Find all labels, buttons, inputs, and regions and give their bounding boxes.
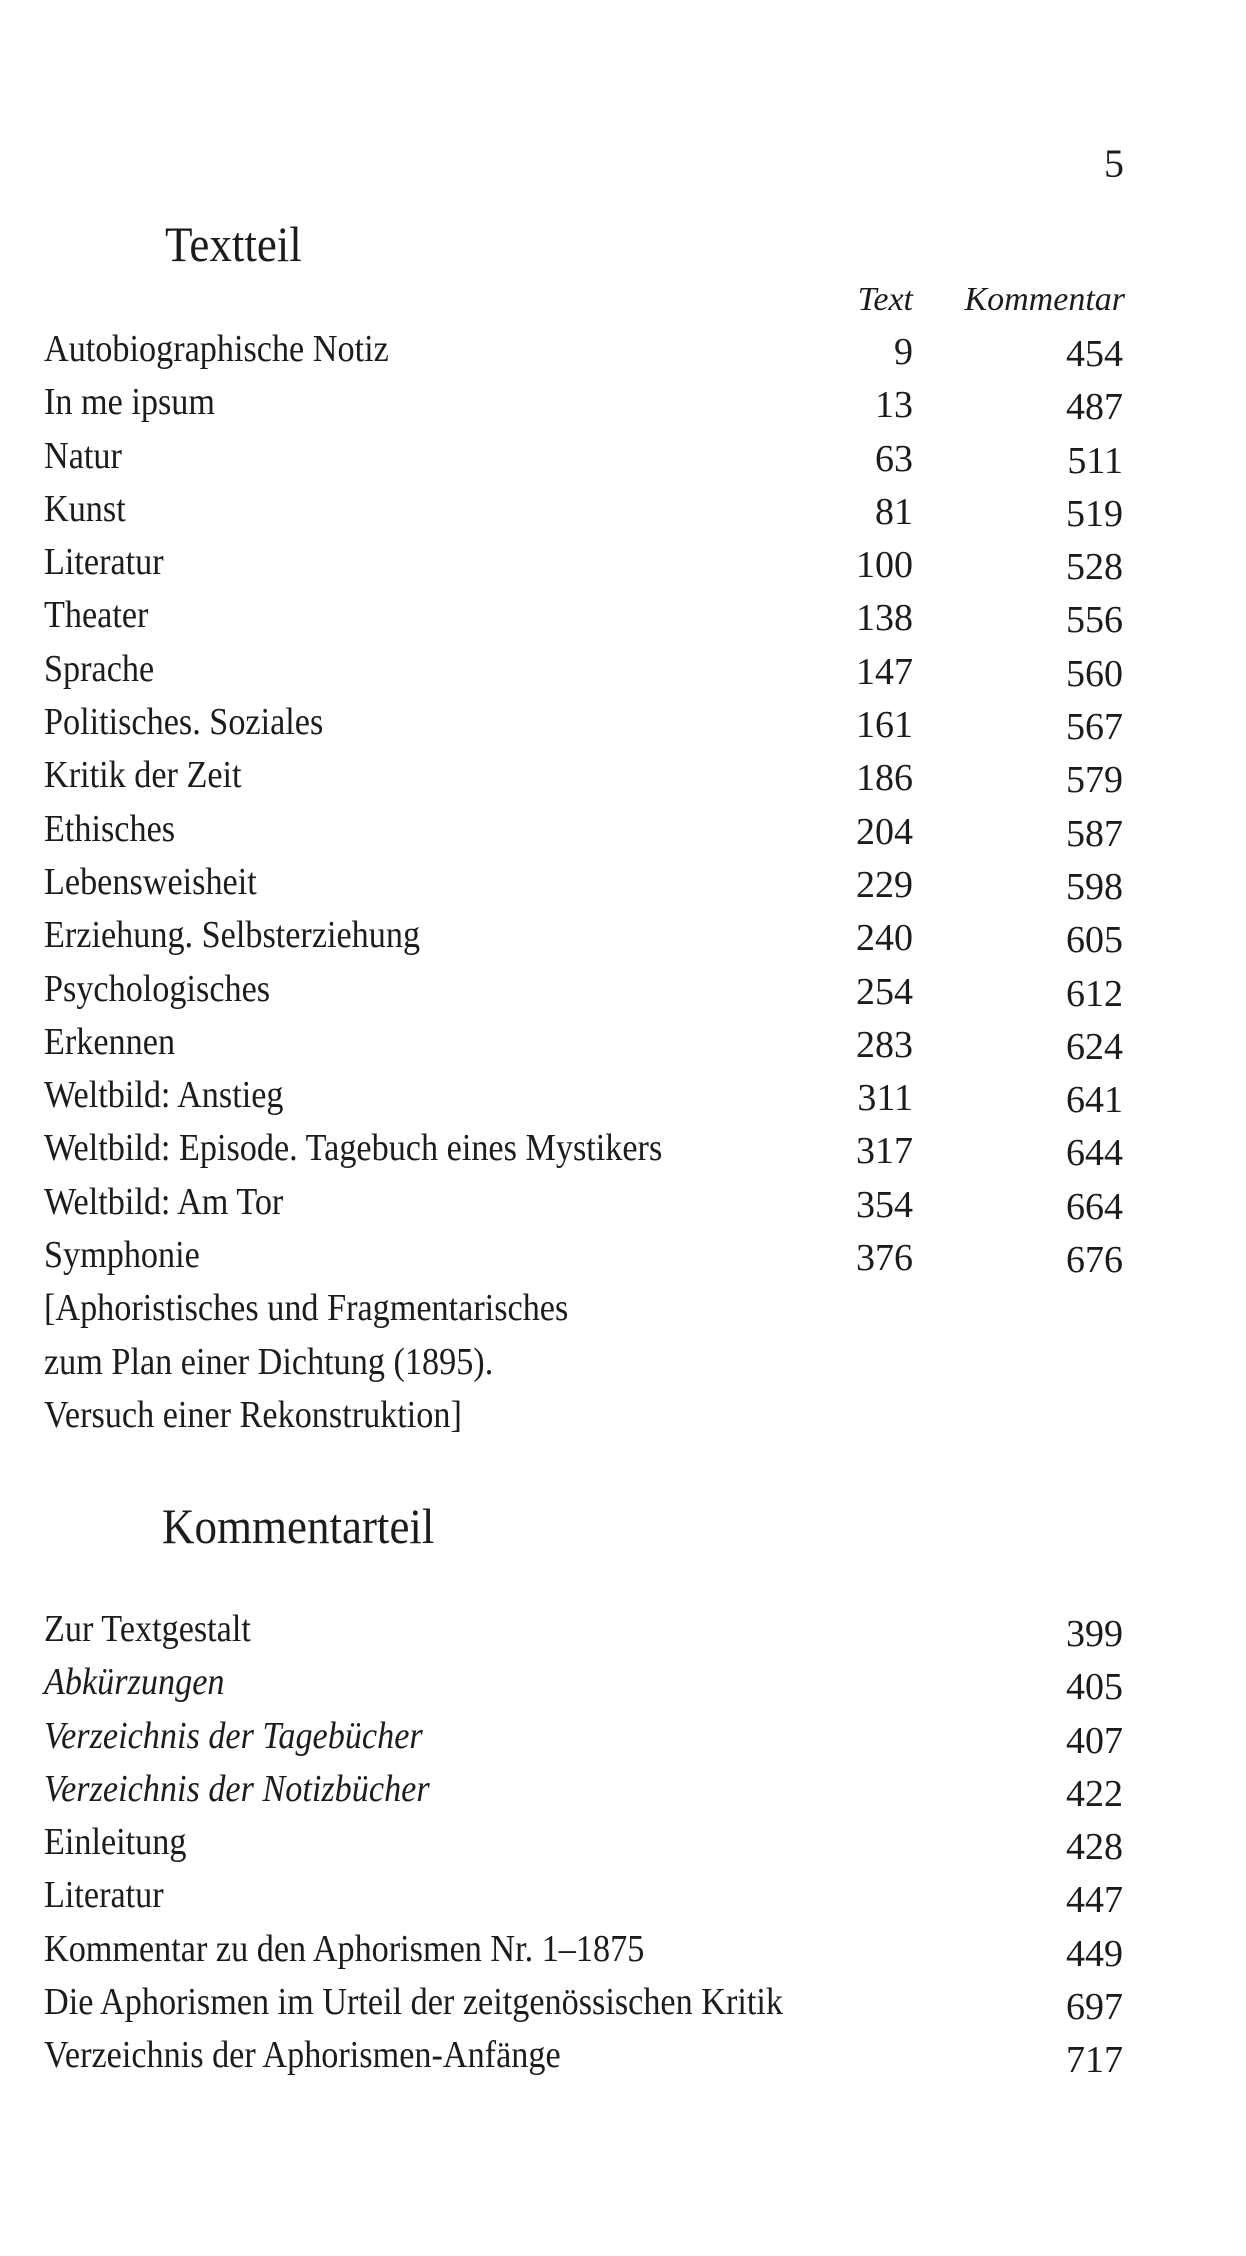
toc-entry-title: zum Plan einer Dichtung (1895). (44, 1340, 494, 1383)
toc-entry-kommentar-page: 528 (1066, 546, 1123, 589)
toc-entry-text-page: 204 (856, 810, 913, 853)
toc-entry-title: Theater (44, 594, 149, 637)
toc-entry-title: Literatur (44, 541, 164, 584)
toc-entry-kommentar-page: 624 (1066, 1025, 1123, 1068)
toc-entry-page: 405 (1066, 1666, 1123, 1709)
toc-entry[interactable] (44, 430, 1124, 483)
toc-entry-text-page: 63 (875, 437, 913, 480)
toc-entry[interactable] (44, 1816, 1124, 1869)
toc-entry-text-page: 9 (894, 331, 913, 373)
toc-entry-kommentar-page: 511 (1067, 439, 1123, 482)
textteil-toc (44, 323, 1124, 1442)
toc-entry[interactable] (44, 1656, 1124, 1709)
toc-entry-page: 422 (1066, 1772, 1123, 1815)
toc-entry[interactable] (44, 1603, 1124, 1656)
toc-entry-kommentar-page: 556 (1066, 599, 1123, 642)
toc-entry-text-page: 138 (856, 597, 913, 640)
toc-entry-title: Verzeichnis der Tagebücher (44, 1714, 423, 1757)
toc-entry-kommentar-page: 519 (1066, 492, 1123, 535)
toc-entry-title: In me ipsum (44, 381, 215, 424)
toc-entry-title: Verzeichnis der Notizbücher (44, 1767, 430, 1810)
toc-entry-title: Kritik der Zeit (44, 754, 242, 797)
toc-entry[interactable] (44, 963, 1124, 1016)
column-header-kommentar: Kommentar (964, 281, 1125, 318)
toc-entry[interactable] (44, 803, 1124, 856)
toc-entry[interactable] (44, 1229, 1124, 1282)
toc-entry-title: Versuch einer Rekonstruktion] (44, 1393, 462, 1436)
toc-entry-title: Die Aphorismen im Urteil der zeitgenössischen Kritik (44, 1981, 783, 2024)
toc-entry-text-page: 147 (856, 650, 913, 693)
toc-entry[interactable] (44, 1923, 1124, 1976)
toc-entry[interactable] (44, 1176, 1124, 1229)
toc-entry-page: 697 (1066, 1986, 1123, 2029)
toc-entry[interactable] (44, 1016, 1124, 1069)
toc-entry-kommentar-page: 587 (1066, 812, 1123, 855)
toc-entry[interactable] (44, 696, 1124, 749)
toc-entry-text-page: 317 (856, 1130, 913, 1173)
toc-entry-title: Abkürzungen (44, 1661, 225, 1704)
toc-entry-title: [Aphoristisches und Fragmentarisches (44, 1287, 569, 1330)
toc-entry-text-page: 376 (856, 1237, 913, 1280)
toc-entry-kommentar-page: 612 (1066, 972, 1123, 1015)
toc-entry-text-page: 254 (856, 970, 913, 1013)
toc-entry[interactable] (44, 909, 1124, 962)
toc-entry-kommentar-page: 579 (1066, 759, 1123, 802)
toc-entry-kommentar-page: 641 (1066, 1079, 1123, 1122)
toc-entry-kommentar-page: 664 (1066, 1185, 1123, 1228)
page-number: 5 (1104, 141, 1124, 186)
toc-bracket-entry-line[interactable] (44, 1389, 1124, 1442)
toc-entry-title: Kunst (44, 487, 126, 530)
toc-entry-title: Einleitung (44, 1821, 187, 1864)
toc-entry[interactable] (44, 536, 1124, 589)
toc-entry-title: Psychologisches (44, 967, 271, 1010)
toc-entry-title: Politisches. Soziales (44, 701, 324, 744)
toc-entry-text-page: 354 (856, 1183, 913, 1226)
toc-entry-title: Zur Textgestalt (44, 1608, 251, 1650)
toc-entry-title: Kommentar zu den Aphorismen Nr. 1–1875 (44, 1927, 645, 1970)
toc-entry-text-page: 240 (856, 917, 913, 960)
toc-entry-title: Literatur (44, 1874, 164, 1917)
toc-entry[interactable] (44, 376, 1124, 429)
toc-entry-kommentar-page: 605 (1066, 919, 1123, 962)
toc-entry[interactable] (44, 1122, 1124, 1175)
toc-entry-title: Weltbild: Anstieg (44, 1074, 284, 1117)
toc-entry-page: 447 (1066, 1879, 1123, 1922)
toc-entry-text-page: 13 (875, 384, 913, 427)
toc-entry-page: 407 (1066, 1719, 1123, 1762)
toc-entry-title: Erkennen (44, 1020, 176, 1063)
toc-entry[interactable] (44, 1710, 1124, 1763)
toc-entry-text-page: 311 (857, 1077, 913, 1120)
toc-entry[interactable] (44, 323, 1124, 376)
toc-entry-text-page: 186 (856, 757, 913, 800)
toc-entry-kommentar-page: 676 (1066, 1239, 1123, 1282)
toc-entry-text-page: 100 (856, 544, 913, 587)
toc-bracket-entry-line[interactable] (44, 1336, 1124, 1389)
toc-entry[interactable] (44, 2029, 1124, 2082)
toc-entry[interactable] (44, 749, 1124, 802)
toc-entry-page: 428 (1066, 1826, 1123, 1869)
toc-entry[interactable] (44, 1869, 1124, 1922)
toc-entry-kommentar-page: 560 (1066, 652, 1123, 695)
toc-entry[interactable] (44, 589, 1124, 642)
toc-entry[interactable] (44, 856, 1124, 909)
toc-entry-text-page: 229 (856, 863, 913, 906)
kommentarteil-heading: Kommentarteil (162, 1498, 435, 1554)
toc-entry-title: Verzeichnis der Aphorismen-Anfänge (44, 2034, 561, 2077)
toc-bracket-entry-line[interactable] (44, 1282, 1124, 1335)
toc-entry-title: Sprache (44, 647, 155, 690)
toc-entry-title: Lebensweisheit (44, 860, 257, 903)
kommentarteil-toc (44, 1603, 1124, 2083)
toc-entry-kommentar-page: 487 (1066, 386, 1123, 429)
toc-entry[interactable] (44, 1976, 1124, 2029)
toc-entry[interactable] (44, 643, 1124, 696)
toc-entry-title: Erziehung. Selbsterziehung (44, 914, 421, 957)
toc-entry-title: Autobiographische Notiz (44, 328, 389, 370)
toc-entry-text-page: 81 (875, 490, 913, 533)
toc-entry[interactable] (44, 1069, 1124, 1122)
toc-entry-title: Ethisches (44, 807, 176, 850)
column-header-text: Text (857, 281, 913, 318)
toc-entry-kommentar-page: 567 (1066, 706, 1123, 749)
toc-entry-kommentar-page: 598 (1066, 865, 1123, 908)
textteil-heading: Textteil (165, 216, 302, 272)
toc-entry-page: 399 (1066, 1613, 1123, 1655)
toc-entry[interactable] (44, 1763, 1124, 1816)
toc-entry-title: Weltbild: Episode. Tagebuch eines Mystikers (44, 1127, 663, 1170)
toc-entry-title: Symphonie (44, 1234, 200, 1277)
toc-entry-page: 449 (1066, 1932, 1123, 1975)
toc-entry-kommentar-page: 644 (1066, 1132, 1123, 1175)
toc-entry-kommentar-page: 454 (1066, 333, 1123, 375)
toc-entry-text-page: 283 (856, 1023, 913, 1066)
toc-entry[interactable] (44, 483, 1124, 536)
toc-entry-text-page: 161 (856, 704, 913, 747)
toc-entry-page: 717 (1066, 2039, 1123, 2082)
toc-entry-title: Natur (44, 434, 122, 477)
toc-entry-title: Weltbild: Am Tor (44, 1180, 284, 1223)
